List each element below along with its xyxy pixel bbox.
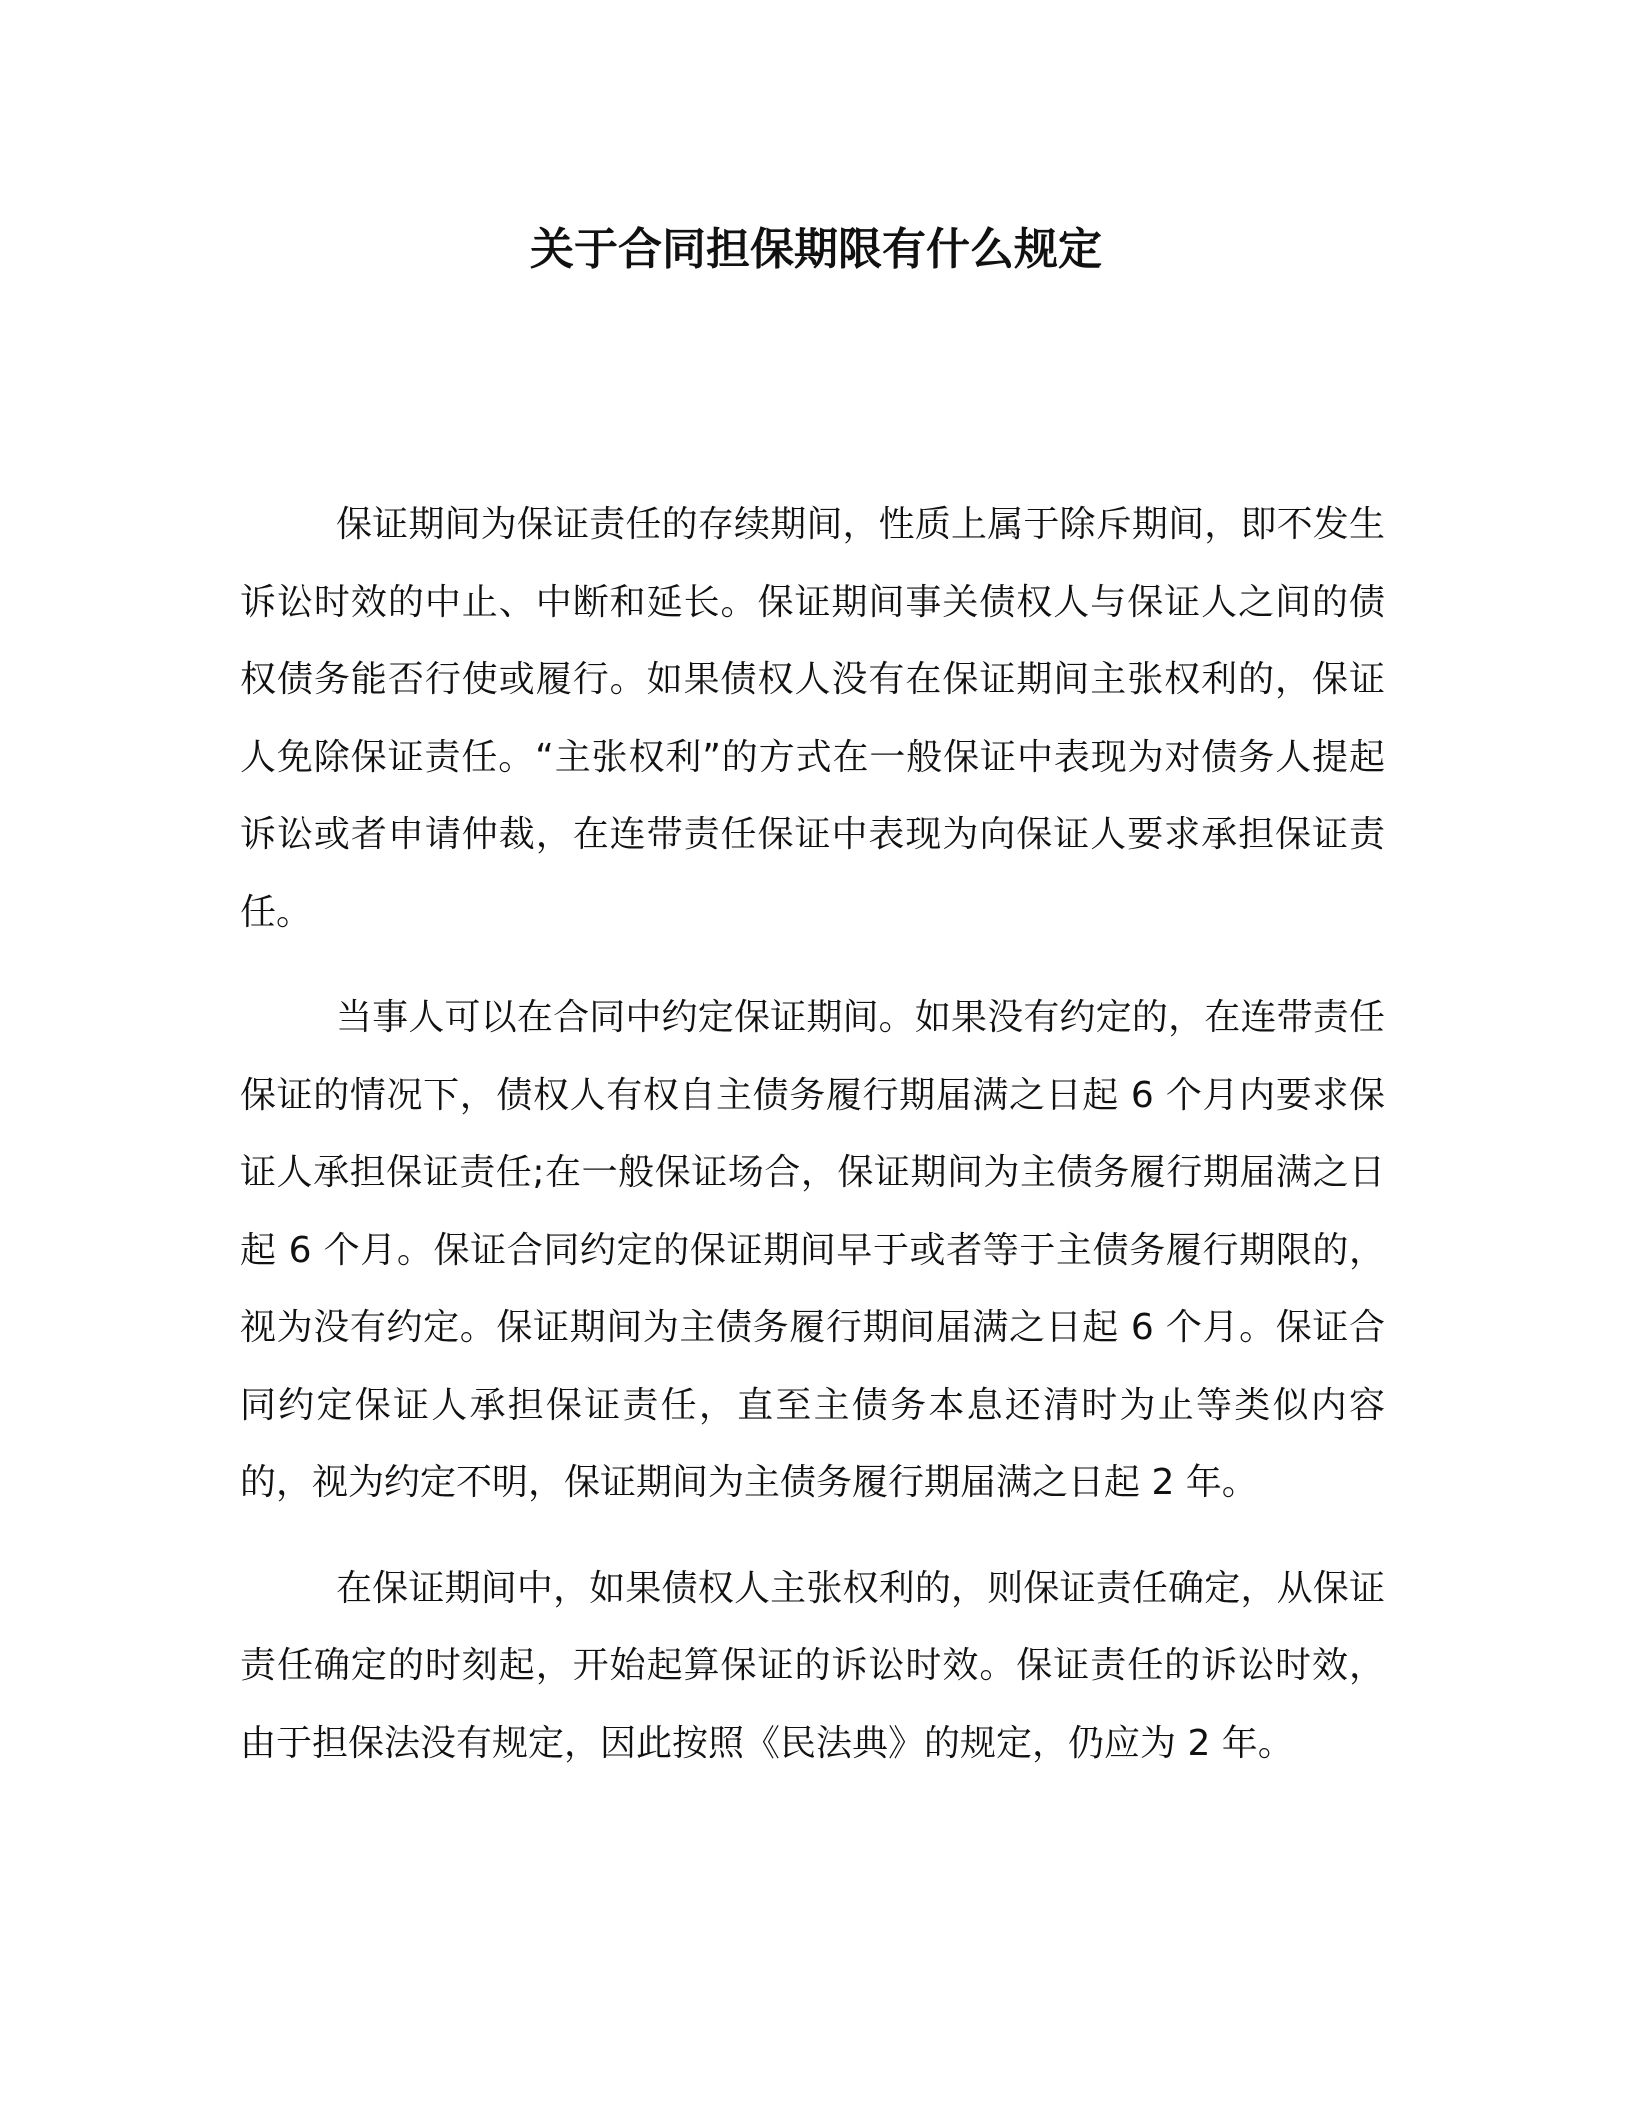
document-title: 关于合同担保期限有什么规定 [530, 224, 1102, 275]
paragraph-guarantee-period-nature: 保证期间为保证责任的存续期间，性质上属于除斥期间，即不发生诉讼时效的中止、中断和延长。保证期间事关债权人与保证人之间的债权债务能否行使或履行。如果债权人没有在保证期间主张权利的，保证人免除保证责任。“主张权利”的方式在一般保证中表现为对债务人提起诉讼或者申请仲裁，在连带责任保证中表现为向保证人要求承担保证责任。 [240, 504, 1385, 933]
paragraph-limitation-period: 在保证期间中，如果债权人主张权利的，则保证责任确定，从保证责任确定的时刻起，开始起算保证的诉讼时效。保证责任的诉讼时效，由于担保法没有规定，因此按照《民法典》的规定，仍应为 2 年。 [240, 1567, 1385, 1764]
paragraph-agreed-guarantee-period: 当事人可以在合同中约定保证期间。如果没有约定的，在连带责任保证的情况下，债权人有权自主债务履行期届满之日起 6 个月内要求保证人承担保证责任;在一般保证场合，保证期间为主债务履行期届满之日起 6 个月。保证合同约定的保证期间早于或者等于主债务履行期限的，视为没有约定。保证期间为主债务履行期间届满之日起 6 个月。保证合同约定保证人承担保证责任，直至主债务本息还清时为止等类似内容的，视为约定不明，保证期间为主债务履行期届满之日起 2 年。 [240, 997, 1385, 1503]
document-body [240, 486, 1385, 1782]
